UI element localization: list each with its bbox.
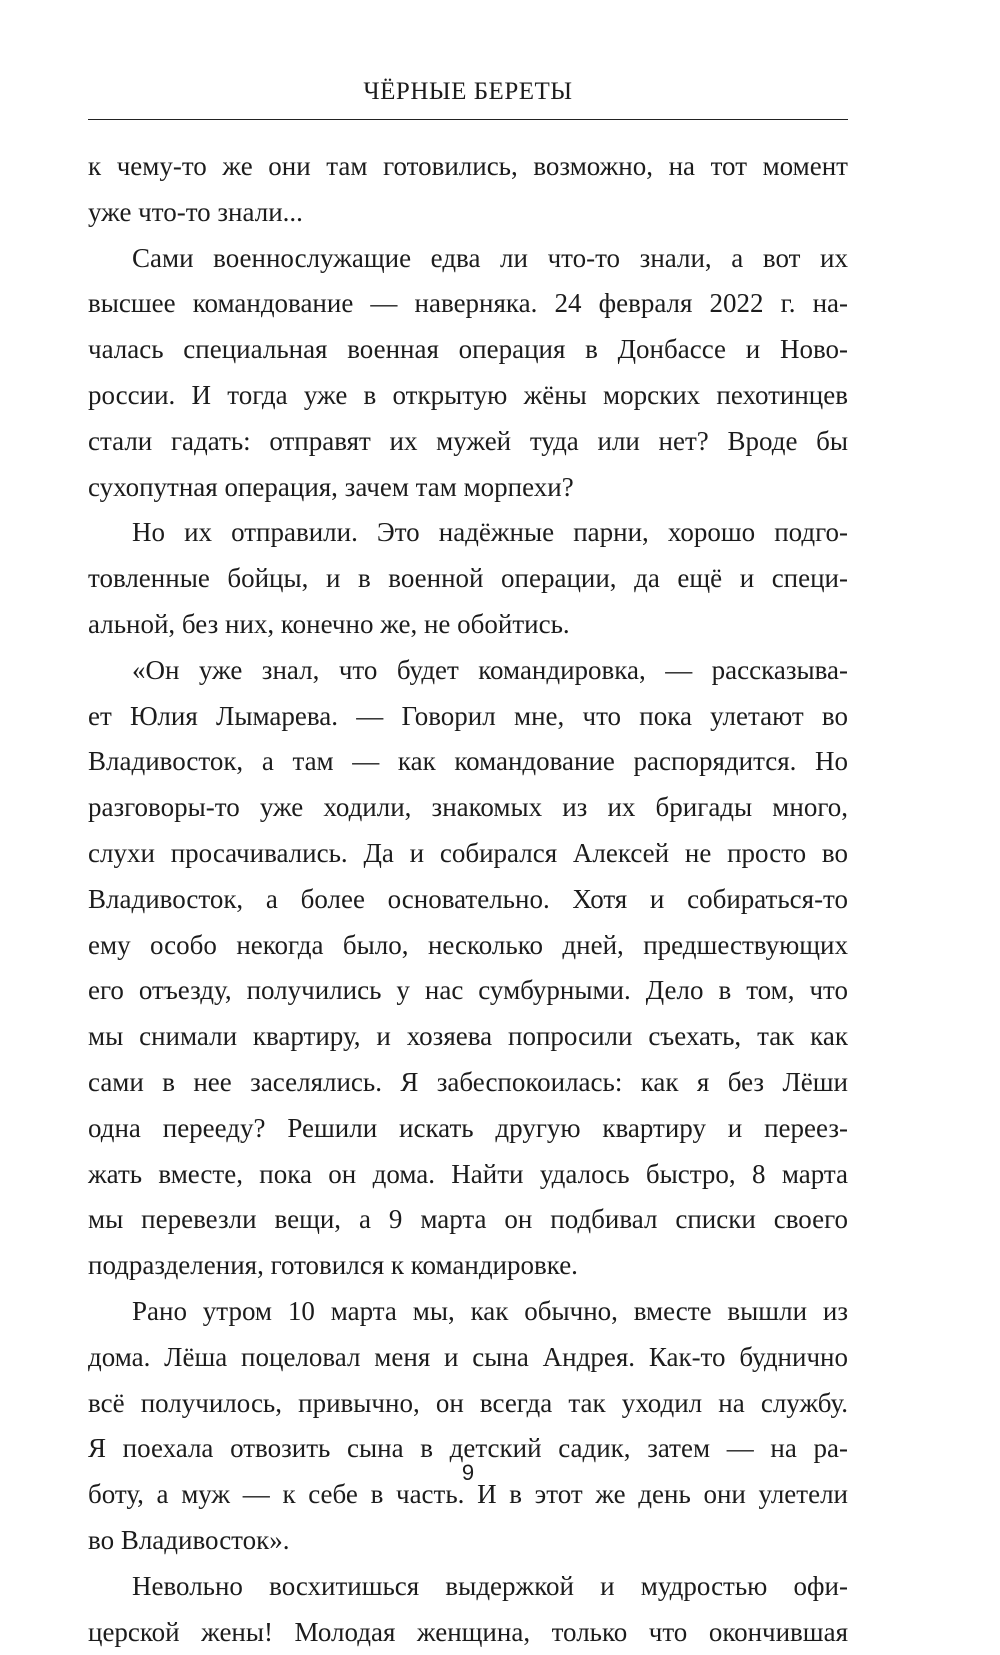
text-line: высшее командование — наверняка. 24 февраля 2022 г. на- xyxy=(88,281,848,327)
text-line: Но их отправили. Это надёжные парни, хорошо подго- xyxy=(88,510,848,556)
text-line: мы снимали квартиру, и хозяева попросили съехать, так как xyxy=(88,1014,848,1060)
text-line: сухопутная операция, зачем там морпехи? xyxy=(88,465,848,511)
text-line: к чему-то же они там готовились, возможно, на тот момент xyxy=(88,144,848,190)
text-line: Я поехала отвозить сына в детский садик, затем — на ра- xyxy=(88,1426,848,1472)
text-line: сами в нее заселялись. Я забеспокоилась: как я без Лёши xyxy=(88,1060,848,1106)
text-line: Владивосток, а там — как командование распорядится. Но xyxy=(88,739,848,785)
text-line: уже что-то знали... xyxy=(88,190,848,236)
text-line: подразделения, готовился к командировке. xyxy=(88,1243,848,1289)
page-number: 9 xyxy=(0,1460,936,1486)
text-line: ему особо некогда было, несколько дней, предшествующих xyxy=(88,923,848,969)
text-line: всё получилось, привычно, он всегда так уходил на службу. xyxy=(88,1381,848,1427)
text-line: мы перевезли вещи, а 9 марта он подбивал списки своего xyxy=(88,1197,848,1243)
text-line: дома. Лёша поцеловал меня и сына Андрея. Как-то буднично xyxy=(88,1335,848,1381)
text-line: ет Юлия Лымарева. — Говорил мне, что пока улетают во xyxy=(88,694,848,740)
text-line: разговоры-то уже ходили, знакомых из их бригады много, xyxy=(88,785,848,831)
text-line: альной, без них, конечно же, не обойтись. xyxy=(88,602,848,648)
running-header xyxy=(88,74,848,110)
text-line: его отъезду, получились у нас сумбурными. Дело в том, что xyxy=(88,968,848,1014)
text-line: Рано утром 10 марта мы, как обычно, вместе вышли из xyxy=(88,1289,848,1335)
text-line: Невольно восхитишься выдержкой и мудростью офи- xyxy=(88,1564,848,1610)
text-line: жать вместе, пока он дома. Найти удалось быстро, 8 марта xyxy=(88,1152,848,1198)
running-title: ЧЁРНЫЕ БЕРЕТЫ xyxy=(88,74,848,110)
body-text xyxy=(88,144,848,1655)
header-rule xyxy=(88,119,848,120)
text-line: слухи просачивались. Да и собирался Алексей не просто во xyxy=(88,831,848,877)
text-line: одна перееду? Решили искать другую квартиру и переез- xyxy=(88,1106,848,1152)
text-line: Владивосток, а более основательно. Хотя и собираться-то xyxy=(88,877,848,923)
text-line: товленные бойцы, и в военной операции, да ещё и специ- xyxy=(88,556,848,602)
text-line: стали гадать: отправят их мужей туда или нет? Вроде бы xyxy=(88,419,848,465)
text-line: «Он уже знал, что будет командировка, — рассказыва- xyxy=(88,648,848,694)
text-line: чалась специальная военная операция в Донбассе и Ново- xyxy=(88,327,848,373)
text-line: Сами военнослужащие едва ли что-то знали, а вот их xyxy=(88,236,848,282)
text-line: россии. И тогда уже в открытую жёны морских пехотинцев xyxy=(88,373,848,419)
text-line: церской жены! Молодая женщина, только что окончившая xyxy=(88,1610,848,1655)
text-line: во Владивосток». xyxy=(88,1518,848,1564)
text-line: боту, а муж — к себе в часть. И в этот же день они улетели xyxy=(88,1472,848,1518)
